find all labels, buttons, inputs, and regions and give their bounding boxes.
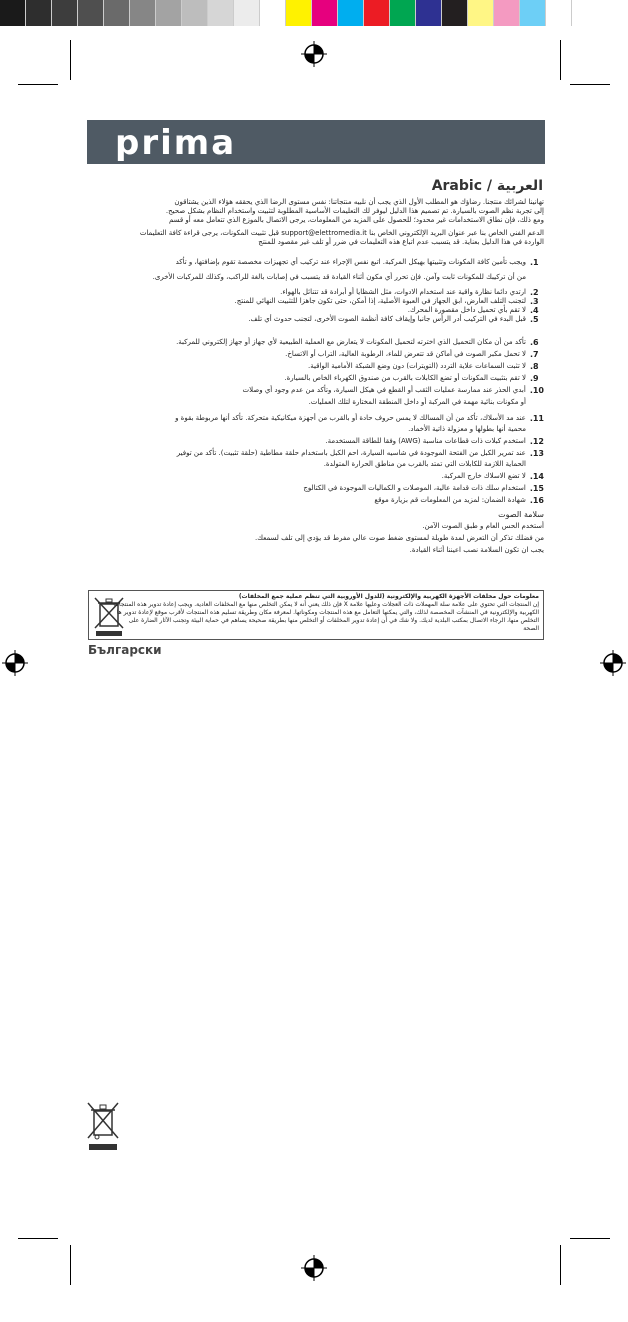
color-swatch	[78, 0, 104, 26]
list-item	[88, 306, 544, 315]
color-swatch	[312, 0, 338, 26]
sound-safety-line: أستخدم الحس العام و طبق الصوت الآمن.	[422, 522, 544, 530]
intro-line: الدعم الفني الخاص بنا عبر عنوان البريد الإلكتروني الخاص بنا support@elettromedia.it قبل تثبيت المكونات، يرجى قراءة كافة التعليمات	[139, 229, 544, 237]
list-item	[88, 374, 544, 383]
list-item	[88, 449, 544, 458]
color-swatch	[182, 0, 208, 26]
item-text: عند تمرير الكبل من الفتحة الموجودة في شاسيه السيارة، احم الكبل باستخدام حلقة مطاطية (حلقة تثبيت). تأكد من توفير	[176, 449, 526, 457]
item-text: استخدم كبلات ذات قطاعات مناسبة (AWG) وفقا للطاقة المستخدمة.	[325, 437, 526, 445]
item-number: 9.	[530, 374, 539, 383]
color-swatch	[520, 0, 546, 26]
list-item	[88, 496, 544, 505]
sound-safety-section	[88, 510, 544, 555]
color-swatch	[286, 0, 312, 26]
registration-mark-icon	[600, 650, 626, 676]
item-number: 7.	[530, 350, 539, 359]
color-swatch	[468, 0, 494, 26]
weee-line: الصحة	[523, 625, 539, 632]
list-item	[88, 437, 544, 446]
item-text: تأكد من أن مكان التحميل الذي اخترته لتحميل المكونات لا يتعارض مع العملية الطبيعية لأي جهاز أو جهاز إلكتروني للمركبة.	[176, 338, 526, 346]
item-text: استخدام سلك ذات قدامة عالية، الموصلات و الكماليات الموجودة في الكتالوج	[303, 484, 526, 492]
item-text: لا تقم بتثبيت المكونات أو تضع الكابلات بالقرب من صندوق الكهرباء الخاص بالسيارة.	[284, 374, 526, 382]
sound-safety-line: من فضلك تذكر أن التعرض لمدة طويلة لمستوى ضغط صوت عالي مفرط قد يؤدي إلى تلف لسمعك.	[254, 534, 544, 542]
item-number: 2.	[530, 288, 539, 297]
item-text: من أن تركيبك للمكونات ثابت وآمن. فإن تحرر أي مكون أثناء القيادة قد يتسبب في إصابات بالغة للراكب، وكذلك للمركبات الأخرى.	[152, 273, 526, 281]
color-swatch	[208, 0, 234, 26]
list-item	[88, 386, 544, 395]
color-swatch	[260, 0, 286, 26]
item-number	[530, 460, 544, 469]
sound-safety-title: سلامة الصوت	[498, 510, 544, 519]
crop-mark	[570, 1238, 610, 1239]
registration-mark-icon	[2, 650, 28, 676]
section-heading-bulgarian: Български	[88, 643, 162, 657]
sound-safety-line: يجب ان تكون السلامة نصب اعيننا أثناء القيادة.	[409, 546, 544, 554]
crop-mark	[18, 1238, 58, 1239]
instruction-list-1	[88, 258, 544, 324]
list-item	[88, 472, 544, 481]
intro-line: الواردة في هذا الدليل بعناية. قد يتسبب عدم اتباع هذه التعليمات في ضرر أو تلف غير مقصود للمنتج	[258, 238, 544, 246]
list-item	[88, 484, 544, 493]
list-item	[88, 288, 544, 297]
color-swatch	[0, 0, 26, 26]
color-swatch	[494, 0, 520, 26]
list-item	[88, 350, 544, 359]
weee-title: معلومات حول مخلفات الأجهزة الكهربية والإلكترونية (للدول الأوروبية التي تنظم عملية جمع المخلفات)	[238, 593, 539, 600]
item-text: لا تحمل مكبر الصوت في أماكن قد تتعرض للماء، الرطوبة العالية، التراب أو الاتساخ.	[285, 350, 526, 358]
color-swatch	[416, 0, 442, 26]
color-swatch	[338, 0, 364, 26]
item-text: عند مد الأسلاك، تأكد من أن المسالك لا يمس حروف حادة أو بالقرب من أجهزة ميكانيكية متحركة. تأكد أنها مربوطة بقوة و	[175, 414, 526, 422]
item-number	[530, 425, 544, 434]
instruction-list-3	[88, 414, 544, 505]
item-text: لا تضع الاسلاك خارج المركبة.	[441, 472, 526, 480]
color-swatch	[156, 0, 182, 26]
item-number: 8.	[530, 362, 539, 371]
item-text: الحماية اللازمة للكابلات التي تمتد بالقرب من مناطق الحرارة المتولدة.	[323, 460, 526, 468]
color-swatch	[52, 0, 78, 26]
item-number: 12.	[529, 437, 544, 446]
list-item	[88, 460, 544, 469]
color-swatch	[390, 0, 416, 26]
registration-mark-icon	[301, 1255, 327, 1281]
item-text: لا تقم بأي تحميل داخل مقصورة المحرك.	[407, 306, 526, 314]
item-number	[530, 398, 544, 407]
intro-line: ومع ذلك، فإن نطاق الاستخدامات غير محدود؛ للحصول على المزيد من المعلومات، يرجى الاتصال بالموزع الذي تتعامل معه أو قسم	[168, 216, 544, 224]
crop-mark	[70, 40, 71, 80]
crop-mark	[560, 40, 561, 80]
color-calibration-bar	[0, 0, 572, 26]
list-item	[88, 297, 544, 306]
item-text: لا تثبت السماعات علاية التردد (التويترات) دون وضع الشبكة الأمامية الواقية.	[307, 362, 526, 370]
list-item	[88, 338, 544, 347]
item-text: محمية أنها بطولها و معزولة ذاتية الأخماد.	[408, 425, 526, 433]
crop-mark	[560, 1245, 561, 1285]
color-swatch	[130, 0, 156, 26]
color-swatch	[442, 0, 468, 26]
item-text: أبدي الحذر عند ممارسة عمليات الثقب أو القطع في هيكل السيارة، وتأكد من عدم وجود أي وصلات	[242, 386, 526, 394]
list-item	[88, 425, 544, 434]
list-item	[88, 362, 544, 371]
item-text: ارتدي دائما نظارة واقية عند استخدام الادوات، مثل الشظايا أو أبرادة قد تتناثل بالهواء.	[280, 288, 526, 296]
item-text: أو مكونات بنائية مهمة في المركبة أو داخل المنطقة المختارة لتلك العمليات.	[308, 398, 526, 406]
weee-bin-icon	[86, 1100, 120, 1150]
instruction-list-2	[88, 338, 544, 407]
weee-line: التخلص منها، الرجاء الاتصال بمكتب البلدية لديك. ولا شك في أن إعادة تدوير المخلفات أو التخلص منها بطريقة صحيحة يساهم في حماية البيئة وتجنب الآثار الضارة على	[128, 617, 539, 624]
crop-mark	[18, 84, 58, 85]
item-text: ويجب تأمين كافة المكونات وتثبيتها بهيكل المركبة. اتبع نفس الإجراء عند تركيب أي تجهيزات مخصصة تقوم بإضافتها، و تأكد	[175, 258, 526, 266]
section-heading-arabic: Arabic / العربية	[431, 178, 543, 194]
list-item	[88, 258, 544, 267]
color-swatch	[234, 0, 260, 26]
item-number: 6.	[530, 338, 539, 347]
item-number: 5.	[530, 315, 539, 324]
crop-mark	[70, 1245, 71, 1285]
intro-line: إلى تجربة نظم الصوت بالسيارة. تم تصميم هذا الدليل ليوفر لك التعليمات الأساسية المطلوبة لتثبيت واستخدام النظام بشكل صحيح.	[165, 207, 544, 215]
item-text: لتجنب التلف العارض، ابق الجهاز في العبوة الأصلية، إذا أمكن، حتى تكون جاهزا للتثبيت النهائي للمنتج.	[234, 297, 526, 305]
item-number: 13.	[529, 449, 544, 458]
item-number: 4.	[530, 306, 539, 315]
color-swatch	[546, 0, 572, 26]
item-number: 10.	[529, 386, 544, 395]
list-item	[88, 398, 544, 407]
item-number: 14.	[529, 472, 544, 481]
item-number: 1.	[530, 258, 539, 267]
item-number: 15.	[529, 484, 544, 493]
list-item	[88, 414, 544, 423]
color-swatch	[26, 0, 52, 26]
item-number	[530, 273, 544, 282]
intro-paragraph	[88, 198, 544, 247]
prima-logo: prima	[115, 123, 237, 163]
color-swatch	[104, 0, 130, 26]
intro-line: تهانينا لشرائك منتجنا. رضاؤك هو المطلب الأول الذي يجب أن نلبيه منتجاتنا: نفس مستوى الرضا الذي يحققه هؤلاء الذين يشتاقون	[174, 198, 544, 206]
color-swatch	[364, 0, 390, 26]
list-item	[88, 315, 544, 324]
item-number: 3.	[530, 297, 539, 306]
item-text: قبل البدء في التركيب أدر الرأس جانبا وإيقاف كافة أنظمة الصوت الأخرى، لتجنب حدوث أي تلف.	[248, 315, 526, 323]
item-number: 11.	[529, 414, 544, 423]
weee-notice-box	[88, 590, 544, 640]
list-item	[88, 273, 544, 282]
weee-line: الكهربية والإلكترونية في المنشآت المخصصة لذلك، والتي يمكنها التعامل مع هذه المنتجات ومكوناتها. لمعرفة مكان وطريقة تسليم هذه المنتجات لأقرب موقع لإعادة تدوير ها	[116, 609, 539, 616]
registration-mark-icon	[301, 41, 327, 67]
item-text: شهادة الضمان: لمزيد من المعلومات قم بزيارة موقع	[374, 496, 526, 504]
weee-line: إن المنتجات التي تحتوي على علامة سلة المهملات ذات العجلات وعليها علامة X فإن ذلك يعني أنه لا يمكن التخلص منها مع المخلفات العادية. ويجب إعادة تدوير هذه المنتجات	[113, 601, 539, 608]
item-number: 16.	[529, 496, 544, 505]
crop-mark	[570, 84, 610, 85]
